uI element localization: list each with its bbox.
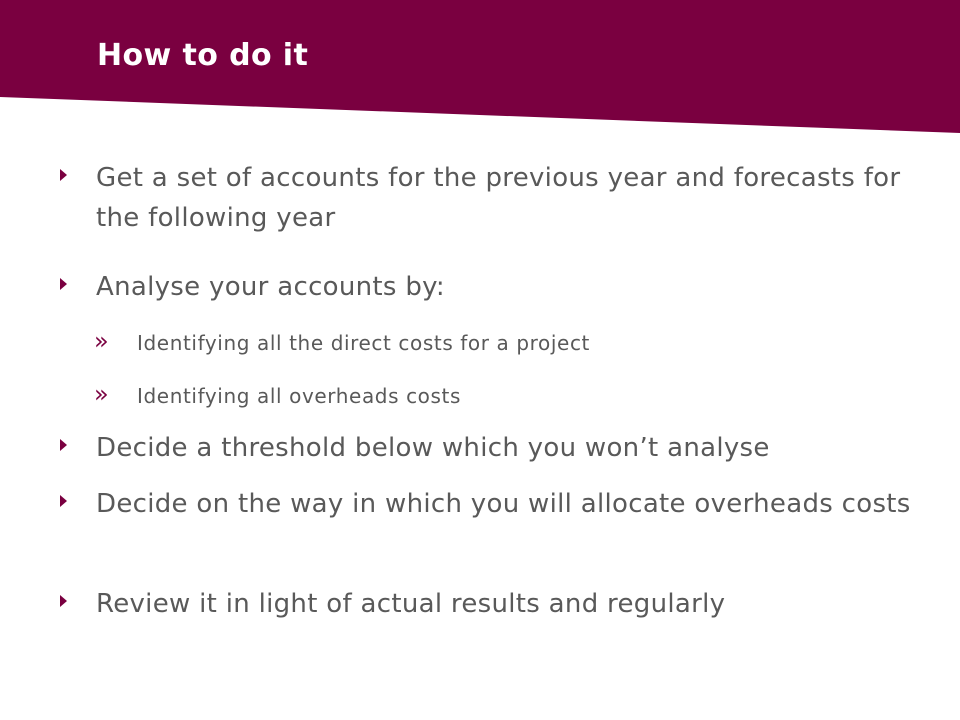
- triangle-right-icon: [60, 495, 67, 507]
- bullet-item-threshold: [96, 428, 916, 468]
- bullet-item-allocate: [96, 484, 916, 524]
- bullet-text: Review it in light of actual results and regularly: [96, 589, 726, 619]
- bullet-text: Analyse your accounts by:: [96, 272, 445, 302]
- triangle-right-icon: [60, 169, 67, 181]
- triangle-right-icon: [60, 439, 67, 451]
- triangle-right-icon: [60, 595, 67, 607]
- sub-bullet-direct-costs: [94, 327, 897, 358]
- bullet-text: Decide on the way in which you will allocate overheads costs: [96, 489, 911, 519]
- triangle-right-icon: [60, 278, 67, 290]
- bullet-item-analyse: [96, 267, 916, 307]
- sub-bullet-text: Identifying all overheads costs: [137, 384, 461, 408]
- slide-title: How to do it: [97, 38, 309, 73]
- bullet-item-review: [96, 584, 916, 624]
- sub-bullet-overheads: [94, 380, 897, 411]
- double-chevron-icon: »: [94, 327, 109, 355]
- bullet-text: Decide a threshold below which you won’t analyse: [96, 433, 770, 463]
- bullet-item-accounts: [96, 158, 916, 238]
- double-chevron-icon: »: [94, 380, 109, 408]
- sub-bullet-text: Identifying all the direct costs for a project: [137, 331, 590, 355]
- bullet-text: Get a set of accounts for the previous year and forecasts for the following year: [96, 163, 901, 233]
